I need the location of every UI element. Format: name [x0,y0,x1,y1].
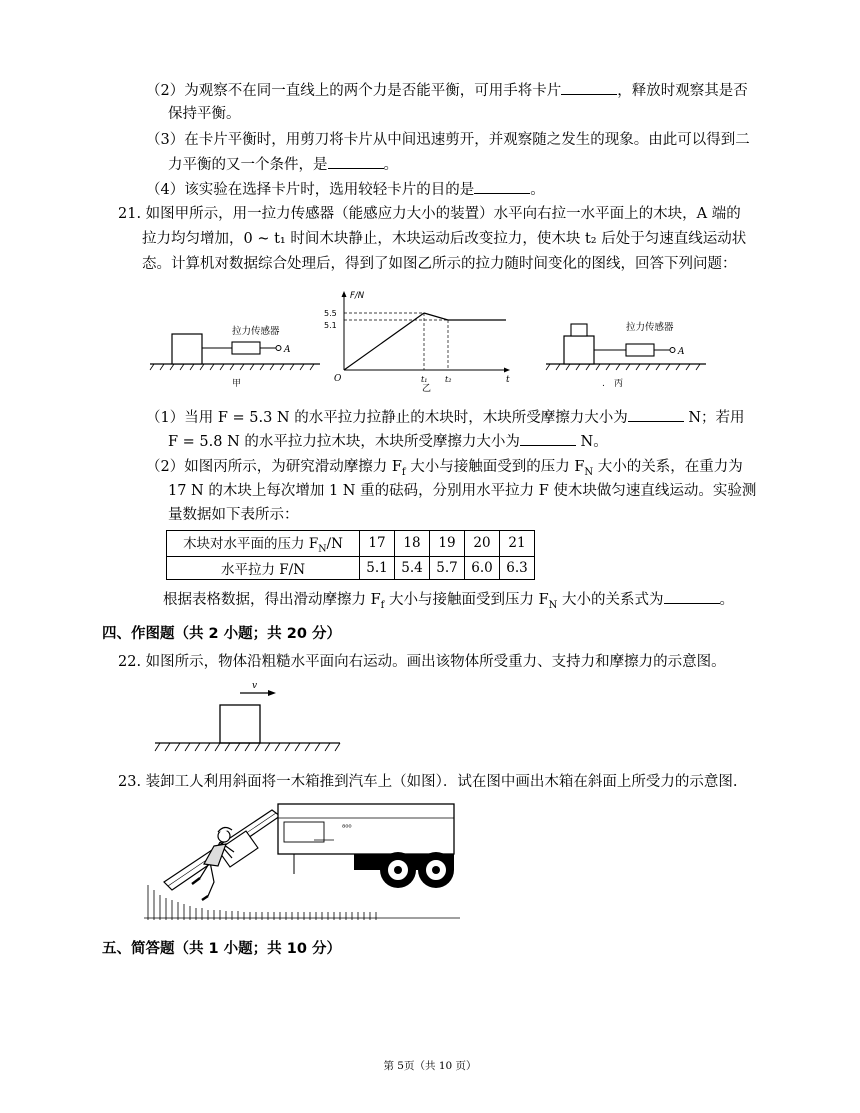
answer-blank[interactable] [561,80,617,95]
answer-blank[interactable] [664,589,720,604]
q21-s1-text-b: N；若用 [683,410,745,426]
subscript: N [318,543,327,555]
figure-yi-graph [324,288,520,394]
figure-jia [150,318,320,390]
q21-s2-text-c: 大小的关系，在重力为 [593,459,743,475]
q21-sub1-line2 [168,431,608,452]
table-cell: 5.7 [430,556,465,579]
q20-p4-text-a: （4）该实验在选择卡片时，选用较轻卡片的目的是 [146,182,475,198]
table-cell: 20 [465,531,500,557]
answer-blank[interactable] [628,407,684,422]
tick-label-lo: 5.1 [324,321,337,330]
q20-p2-text-a: （2）为观察不在同一直线上的两个力是否能平衡，可用手将卡片 [146,83,562,99]
table-cell: 17 [360,531,395,557]
q22-text: 22. 如图所示，物体沿粗糙水平面向右运动。画出该物体所受重力、支持力和摩擦力的示意图。 [118,654,726,670]
subscript: N [584,466,594,478]
sensor-label: 拉力传感器 [626,322,674,333]
table-cell: 19 [430,531,465,557]
figure-q23 [144,800,460,922]
q21-s3-text-c: 大小的关系式为 [557,592,664,608]
q20-p2-text-b: ，释放时观察其是否 [617,83,748,99]
svg-text:⁸⁰⁰: ⁸⁰⁰ [342,823,352,832]
end-label-a: A [678,347,685,357]
y-axis-label: F/N [350,291,365,301]
answer-blank[interactable] [328,154,384,169]
table-cell: 6.0 [465,556,500,579]
q21-line2: 拉力均匀增加，0 ~ t₁ 时间木块静止，木块运动后改变拉力，使木块 t₂ 后处于匀速直线运动状 [142,231,747,247]
q21-s3-text-d: 。 [719,592,735,608]
subscript: N [548,599,558,611]
q21-sub2-line1 [146,457,743,483]
force-curve-drop [424,313,506,320]
t2-label: t₂ [445,375,452,384]
table-cell: 5.1 [360,556,395,579]
table-cell: 18 [395,531,430,557]
figure-caption: 乙 [422,384,432,394]
end-label-a: A [284,345,291,355]
q20-p4-text-b: 。 [530,182,545,198]
subscript: f [401,466,406,478]
subscript: f [380,599,385,611]
q21-s3-text-b: 大小与接触面受到压力 F [384,592,549,608]
q21-line1: 21. 如图甲所示，用一拉力传感器（能感应力大小的装置）水平向右拉一水平面上的木块，A 端的 [118,206,741,222]
q20-part4 [146,179,545,200]
figure-bing [546,318,716,390]
q21-s1-text-a: （1）当用 F = 5.3 N 的水平拉力拉静止的木块时，木块所受摩擦力大小为 [146,410,628,426]
q21-s2-text-b: 大小与接触面受到的压力 F [405,459,585,475]
force-curve [344,313,424,370]
q23-text: 23. 装卸工人利用斜面将一木箱推到汽车上（如图）．试在图中画出木箱在斜面上所受力的示意图. [118,774,738,790]
table-header-cell: 水平拉力 F/N [167,556,360,579]
q20-part2-line1 [146,80,748,101]
q21-s2-text-a: （2）如图丙所示，为研究滑动摩擦力 F [146,459,402,475]
q21-line3: 态。计算机对数据综合处理后，得到了如图乙所示的拉力随时间变化的图线，回答下列问题： [142,256,737,272]
q20-part3-line2 [168,154,398,175]
row-unit: /N [326,536,343,552]
q21-sub2-line2: 17 N 的木块上每次增加 1 N 重的砝码，分别用水平拉力 F 使木块做匀速直线运动。实验测 [168,483,757,499]
section-heading-4: 四、作图题（共 2 小题；共 20 分） [102,626,341,642]
answer-blank[interactable] [520,431,576,446]
q21-sub2-line3: 量数据如下表所示： [168,507,299,523]
q20-part3-line1: （3）在卡片平衡时，用剪刀将卡片从中间迅速剪开，并观察随之发生的现象。由此可以得到二 [146,132,750,148]
t1-label: t₁ [421,375,428,384]
q21-s1-text-d: N。 [575,434,608,450]
figure-q22 [150,676,350,760]
answer-blank[interactable] [474,179,530,194]
section-heading-5: 五、简答题（共 1 小题；共 10 分） [102,941,341,957]
figure-caption: 丙 [614,379,624,389]
q20-p3-text-b: 力平衡的又一个条件，是 [168,157,328,173]
sensor-label: 拉力传感器 [232,326,280,337]
q21-sub1-line1 [146,407,745,428]
row-label: 木块对水平面的压力 F [183,536,319,552]
data-table [166,530,535,580]
table-row [167,531,535,557]
q20-p3-text-c: 。 [383,157,398,173]
q21-s3-text-a: 根据表格数据，得出滑动摩擦力 F [163,592,381,608]
table-cell: 5.4 [395,556,430,579]
page-footer: 第 5页（共 10 页） [383,1060,477,1072]
origin-label: O [334,374,342,384]
tick-label-hi: 5.5 [324,309,337,318]
table-cell: 21 [500,531,535,557]
t-axis-label: t [506,375,510,385]
table-cell: 6.3 [500,556,535,579]
q21-s1-text-c: F = 5.8 N 的水平拉力拉木块，木块所受摩擦力大小为 [168,434,520,450]
table-header-cell [167,531,360,557]
velocity-label: v [252,681,258,691]
figure-caption: 甲 [232,379,242,389]
q21-sub2-conclusion [163,589,734,616]
caption-dot: . [602,379,605,389]
table-row [167,556,535,579]
q20-part2-line2: 保持平衡。 [168,106,241,122]
